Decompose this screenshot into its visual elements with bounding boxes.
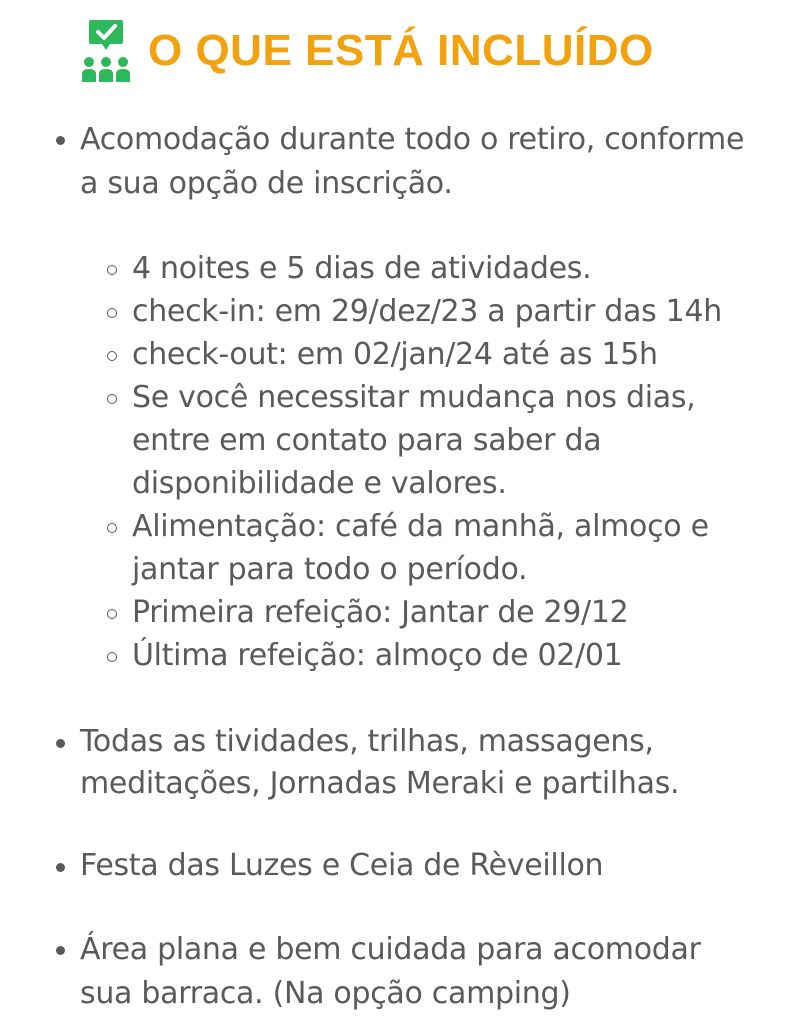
group-check-icon — [80, 18, 132, 84]
circle-bullet-icon — [107, 265, 117, 275]
header — [80, 18, 654, 84]
bullet-icon — [56, 946, 65, 955]
list-item-line: sua barraca. (Na opção camping) — [80, 976, 571, 1011]
page-title: O QUE ESTÁ INCLUÍDO — [148, 26, 654, 75]
list-item-line: Festa das Luzes e Ceia de Rèveillon — [80, 848, 604, 883]
circle-bullet-icon — [107, 523, 117, 533]
sub-list-item-line: Última refeição: almoço de 02/01 — [132, 638, 623, 673]
sub-list-item-line: Alimentação: café da manhã, almoço e — [132, 509, 709, 544]
circle-bullet-icon — [107, 308, 117, 318]
sub-list-item-line: disponibilidade e valores. — [132, 466, 507, 501]
sub-list-item-line: jantar para todo o período. — [132, 552, 528, 587]
circle-bullet-icon — [107, 609, 117, 619]
sub-list-item-line: Se você necessitar mudança nos dias, — [132, 380, 696, 415]
sub-list-item-line: check-out: em 02/jan/24 até as 15h — [132, 337, 658, 372]
list-item-line: a sua opção de inscrição. — [80, 166, 453, 201]
bullet-icon — [56, 136, 65, 145]
sub-list-item-line: check-in: em 29/dez/23 a partir das 14h — [132, 294, 722, 329]
list-item-line: Todas as tividades, trilhas, massagens, — [80, 724, 654, 759]
sub-list-item-line: Primeira refeição: Jantar de 29/12 — [132, 595, 629, 630]
bullet-icon — [56, 863, 65, 872]
list-item-line: Acomodação durante todo o retiro, conforme — [80, 122, 745, 157]
list-item-line: Área plana e bem cuidada para acomodar — [80, 932, 701, 967]
sub-list-item-line: 4 noites e 5 dias de atividades. — [132, 251, 592, 286]
circle-bullet-icon — [107, 351, 117, 361]
sub-list-item-line: entre em contato para saber da — [132, 423, 602, 458]
circle-bullet-icon — [107, 652, 117, 662]
circle-bullet-icon — [107, 394, 117, 404]
bullet-icon — [56, 739, 65, 748]
list-item-line: meditações, Jornadas Meraki e partilhas. — [80, 766, 680, 801]
